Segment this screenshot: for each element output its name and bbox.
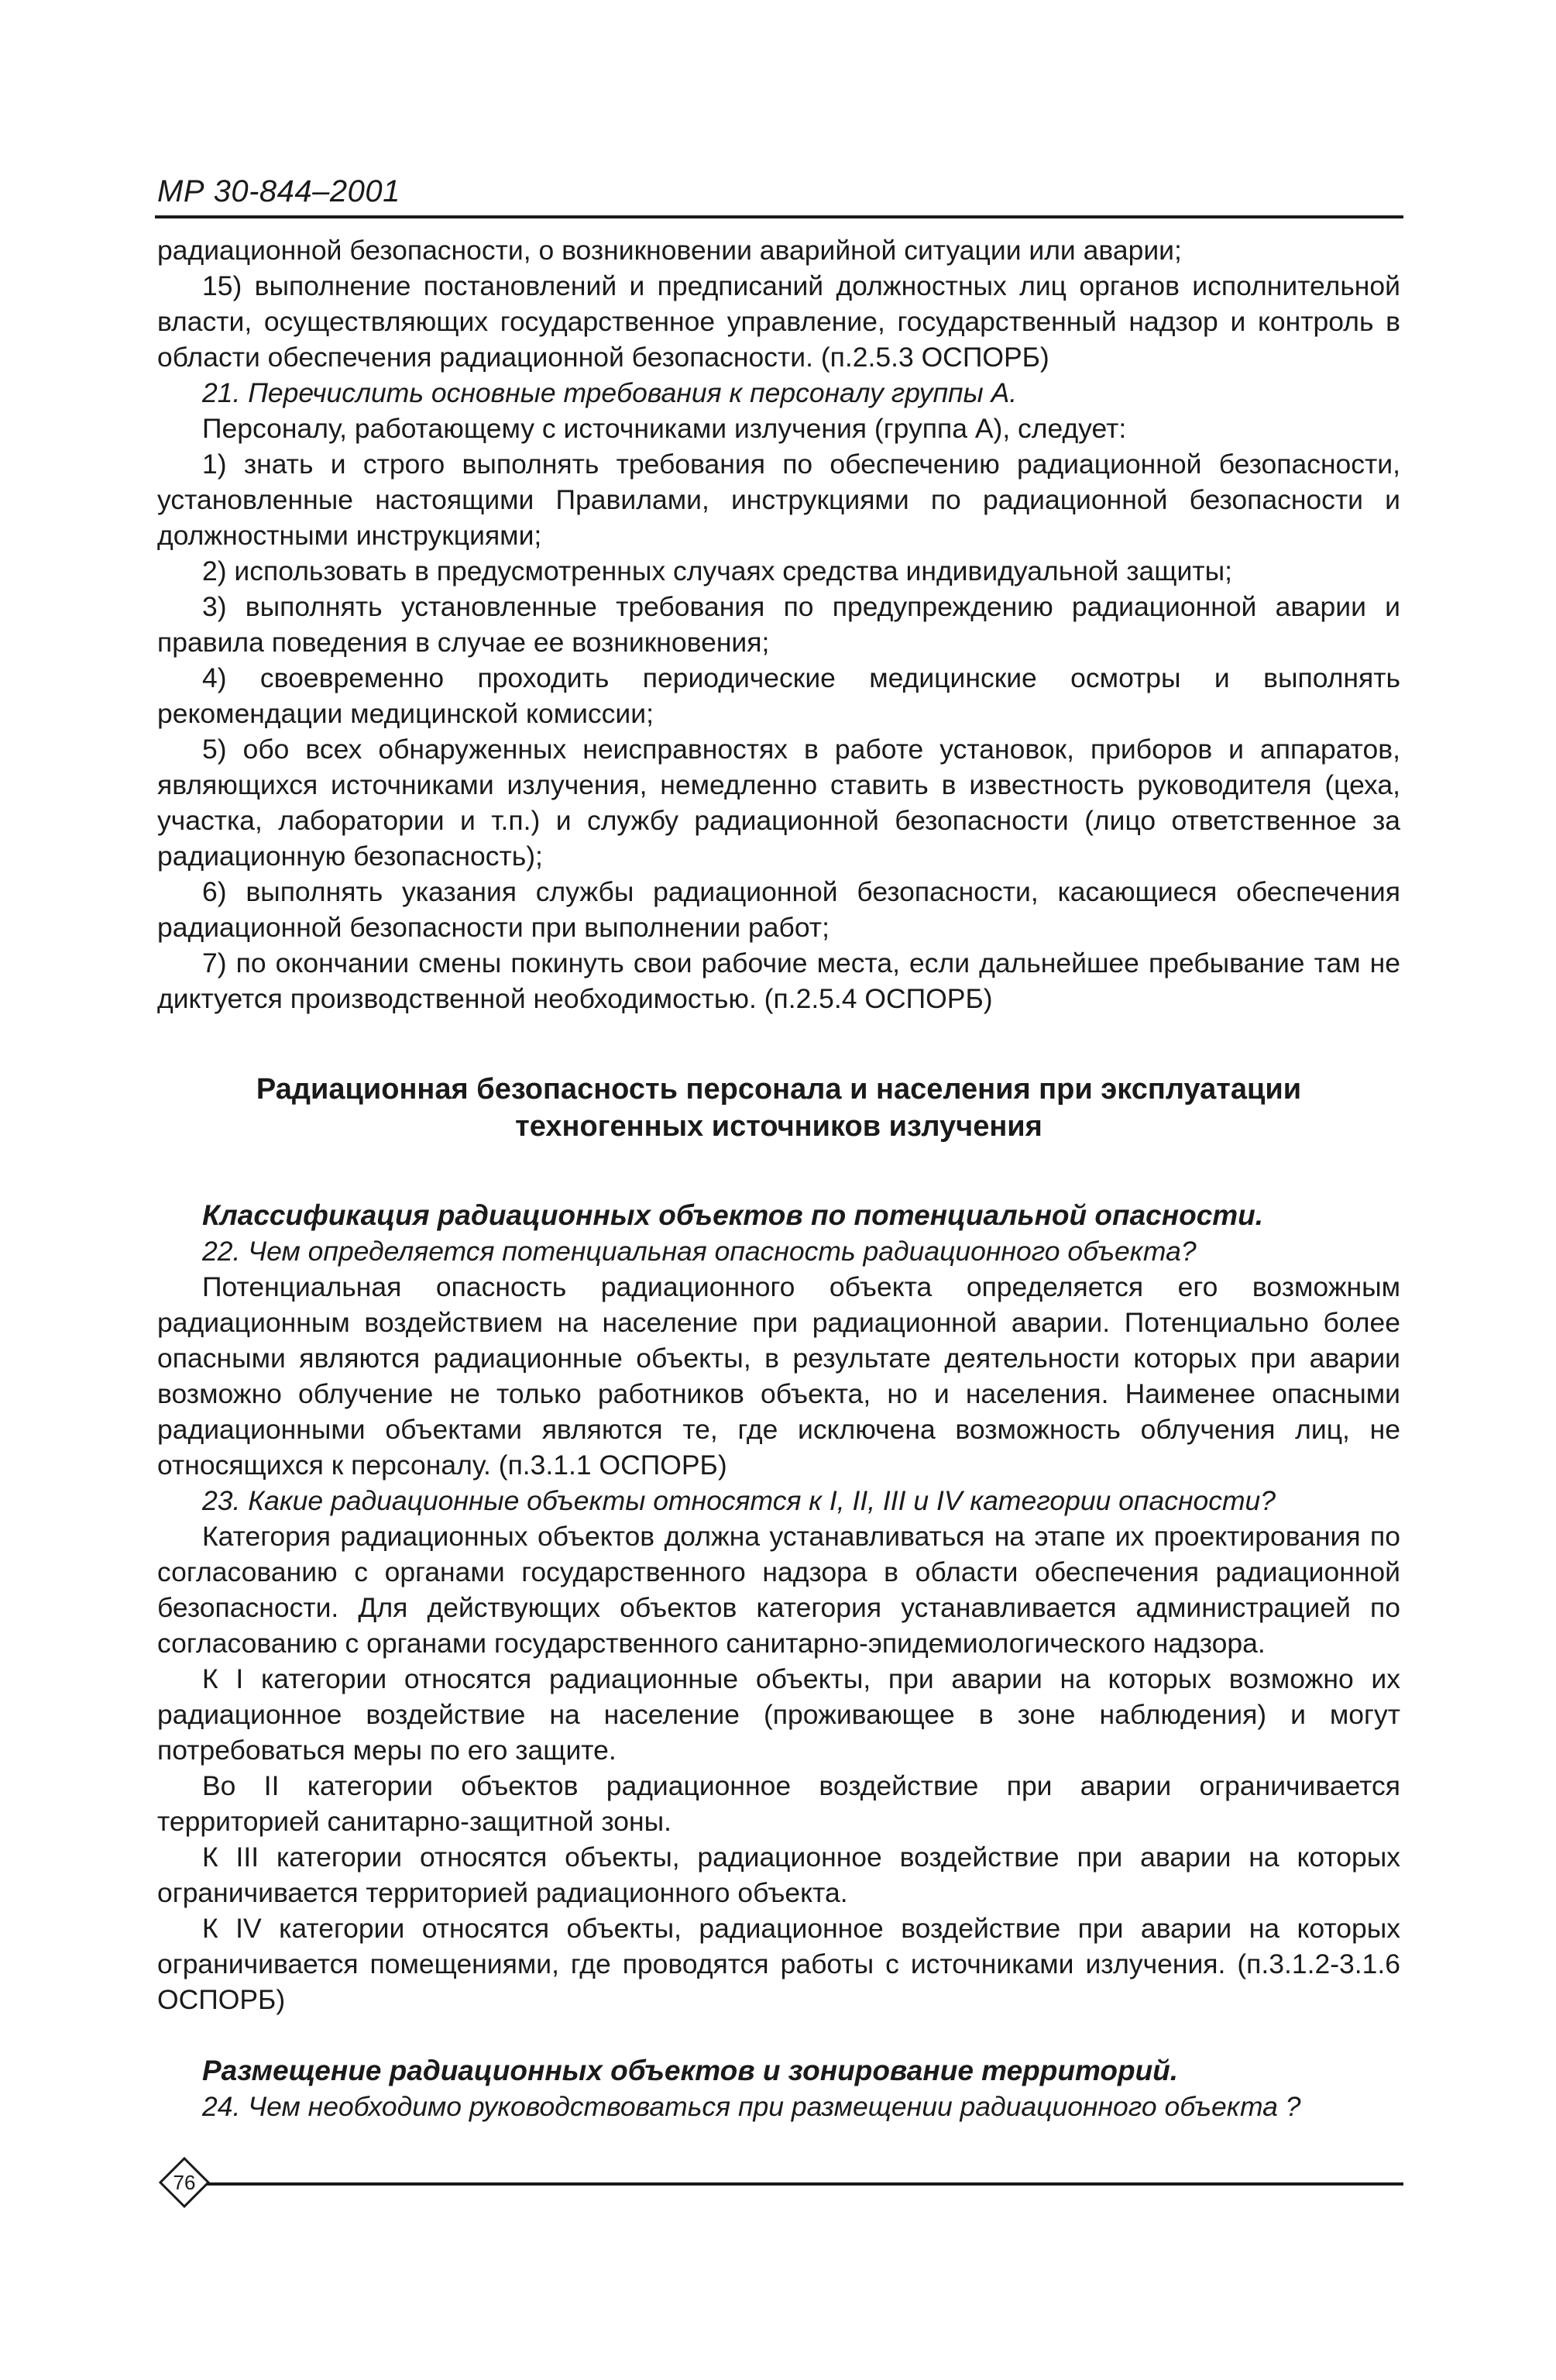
paragraph: Во II категории объектов радиационное воздействие при аварии ограничивается территорией санитарно-защитной зоны. bbox=[157, 1770, 1400, 1837]
paragraph: Потенциальная опасность радиационного объекта определяется его возможным радиационным воздействием на население при радиационной аварии. Потенциально более опасными являются радиационные объекты, в результате деятельности которых при аварии возможно облучение не только работников объекта, но и населения. Наименее опасными радиационными объектами являются те, где исключена возможность облучения лиц, не относящихся к персоналу. (п.3.1.1 ОСПОРБ) bbox=[157, 1271, 1400, 1481]
paragraph: 15) выполнение постановлений и предписаний должностных лиц органов исполнительной власти, осуществляющих государственное управление, государственный надзор и контроль в области обеспечения радиационной безопасности. (п.2.5.3 ОСПОРБ) bbox=[157, 270, 1400, 373]
spacer bbox=[157, 2017, 1400, 2053]
question-23: 23. Какие радиационные объекты относятся к I, II, III и IV категории опасности? bbox=[202, 1485, 1276, 1516]
question-24: 24. Чем необходимо руководствоваться при размещении радиационного объекта ? bbox=[202, 2091, 1301, 2122]
paragraph: К I категории относятся радиационные объекты, при аварии на которых возможно их радиационное воздействие на население (проживающее в зоне наблюдения) и могут потребоваться меры по его защите. bbox=[157, 1663, 1400, 1766]
page-number: 76 bbox=[173, 2171, 196, 2194]
list-item: 2) использовать в предусмотренных случаях средства индивидуальной защиты; bbox=[202, 555, 1232, 586]
paragraph: Категория радиационных объектов должна устанавливаться на этапе их проектирования по согласованию с органами государственного надзора в области обеспечения радиационной безопасности. Для действующих объектов категория устанавливается администрацией по согласованию с органами государственного санитарно-эпидемиологического надзора. bbox=[157, 1521, 1400, 1659]
subsection-title: Классификация радиационных объектов по потенциальной опасности. bbox=[202, 1199, 1264, 1231]
footer-rule bbox=[207, 2182, 1403, 2186]
list-item: 7) по окончании смены покинуть свои рабочие места, если дальнейшее пребывание там не диктуется производственной необходимостью. (п.2.5.4 ОСПОРБ) bbox=[157, 948, 1400, 1014]
list-item: 5) обо всех обнаруженных неисправностях в работе установок, приборов и аппаратов, являющихся источниками излучения, немедленно ставить в известность руководителя (цеха, участка, лаборатории и т.п.) и службу радиационной безопасности (лицо ответственное за радиационную безопасность); bbox=[157, 734, 1400, 872]
paragraph: Персоналу, работающему с источниками излучения (группа А), следует: bbox=[202, 413, 1127, 444]
subsection-title: Размещение радиационных объектов и зонирование территорий. bbox=[202, 2055, 1179, 2086]
list-item: 4) своевременно проходить периодические медицинские осмотры и выполнять рекомендации медицинской комиссии; bbox=[157, 662, 1400, 729]
paragraph: К III категории относятся объекты, радиационное воздействие при аварии на которых ограничивается территорией радиационного объекта. bbox=[157, 1842, 1400, 1908]
header-rule bbox=[155, 215, 1403, 218]
section-title: Радиационная безопасность персонала и населения при эксплуатации техногенных источников излучения bbox=[256, 1073, 1302, 1143]
running-header: МР 30-844–2001 bbox=[157, 174, 400, 208]
paragraph: К IV категории относятся объекты, радиационное воздействие при аварии на которых ограничивается помещениями, где проводятся работы с источниками излучения. (п.3.1.2-3.1.6 ОСПОРБ) bbox=[157, 1913, 1400, 2015]
question-22: 22. Чем определяется потенциальная опасность радиационного объекта? bbox=[202, 1236, 1197, 1267]
question-21: 21. Перечислить основные требования к персоналу группы А. bbox=[202, 377, 1018, 408]
list-item: 6) выполнять указания службы радиационной безопасности, касающиеся обеспечения радиационной безопасности при выполнении работ; bbox=[157, 876, 1400, 943]
page-footer bbox=[151, 2157, 1406, 2211]
list-item: 1) знать и строго выполнять требования по обеспечению радиационной безопасности, установленные настоящими Правилами, инструкциями по радиационной безопасности и должностными инструкциями; bbox=[157, 449, 1400, 551]
paragraph: радиационной безопасности, о возникновении аварийной ситуации или аварии; bbox=[157, 235, 1182, 266]
page-body bbox=[157, 232, 1400, 2124]
list-item: 3) выполнять установленные требования по предупреждению радиационной аварии и правила поведения в случае ее возникновения; bbox=[157, 591, 1400, 658]
